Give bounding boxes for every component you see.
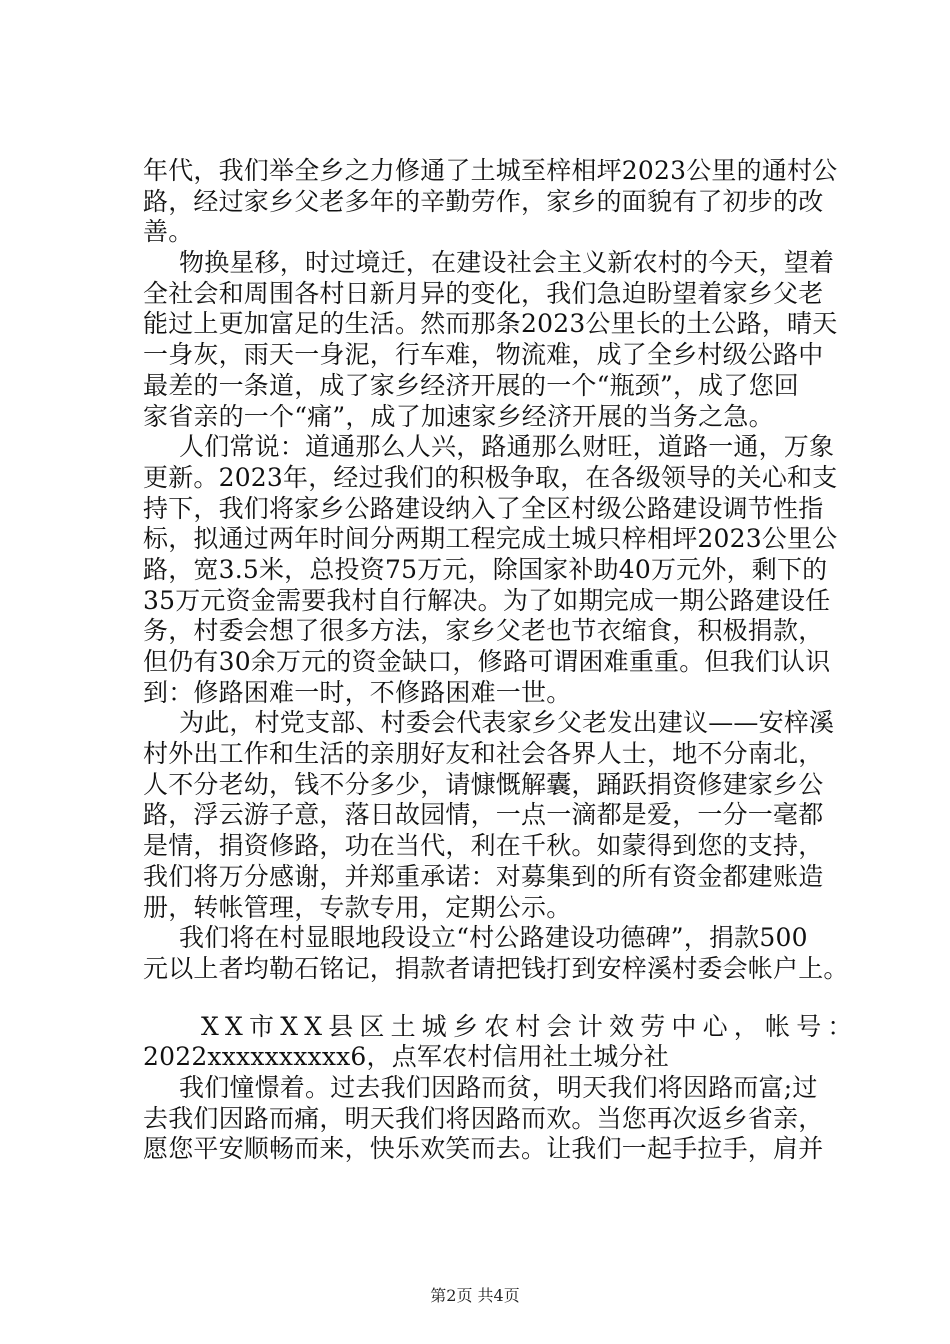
paragraph-start: 我们憧憬着。过去我们因路而贫，明天我们将因路而富;过 [179,1072,818,1102]
document-body [143,156,859,1165]
paragraph-start: 我们将在村显眼地段设立“村公路建设功德碑”，捐款500 [179,923,808,953]
text-line: 持下，我们将家乡公路建设纳入了全区村级公路建设调节性指 [143,493,824,523]
text-line: 愿您平安顺畅而来，快乐欢笑而去。让我们一起手拉手，肩并 [143,1134,824,1164]
text-line: 是情，捐资修路，功在当代，利在千秋。如蒙得到您的支持， [143,831,824,861]
account-info-line: XX市XX县区土城乡农村会计效劳中心，帐号： [201,1011,859,1041]
text-line: 村外出工作和生活的亲朋好友和社会各界人士，地不分南北， [143,739,824,769]
page-footer: 第2页 共4页 [430,1286,520,1305]
account-number-line: 2022xxxxxxxxxx6，点军农村信用社土城分社 [143,1042,669,1072]
text-line: 全社会和周围各村日新月异的变化，我们急迫盼望着家乡父老 [143,278,824,308]
text-line: 我们将万分感谢，并郑重承诺：对募集到的所有资金都建账造 [143,861,824,891]
text-line: 路，宽3.5米，总投资75万元，除国家补助40万元外，剩下的 [143,554,828,584]
text-line: 路，经过家乡父老多年的辛勤劳作，家乡的面貌有了初步的改 [143,186,824,216]
text-line: 去我们因路而痛，明天我们将因路而欢。当您再次返乡省亲， [143,1103,824,1133]
text-line: 最差的一条道，成了家乡经济开展的一个“瓶颈”，成了您回 [143,370,799,400]
paragraph-start: 人们常说：道通那么人兴，路通那么财旺，道路一通，万象 [179,432,835,462]
text-line: 务，村委会想了很多方法，家乡父老也节衣缩食，积极捐款， [143,616,824,646]
text-line: 到：修路困难一时，不修路困难一世。 [143,677,572,707]
text-line: 能过上更加富足的生活。然而那条2023公里长的土公路，晴天 [143,309,838,339]
text-line: 册，转帐管理，专款专用，定期公示。 [143,892,572,922]
text-line: 家省亲的一个“痛”，成了加速家乡经济开展的当务之急。 [143,401,774,431]
text-line: 人不分老幼，钱不分多少，请慷慨解囊，踊跃捐资修建家乡公 [143,769,824,799]
text-line: 标，拟通过两年时间分两期工程完成土城只梓相坪2023公里公 [143,524,838,554]
text-line: 更新。2023年，经过我们的积极争取，在各级领导的关心和支 [143,462,838,492]
text-line: 一身灰，雨天一身泥，行车难，物流难，成了全乡村级公路中 [143,340,824,370]
text-line: 善。 [143,217,194,247]
paragraph-gap [143,985,855,1012]
text-line: 但仍有30余万元的资金缺口，修路可谓困难重重。但我们认识 [143,647,831,676]
paragraph-start: 物换星移，时过境迁，在建设社会主义新农村的今天，望着 [179,248,835,278]
text-line: 35万元资金需要我村自行解决。为了如期完成一期公路建设任 [143,585,831,615]
text-line: 年代，我们举全乡之力修通了土城至梓相坪2023公里的通村公 [143,156,838,185]
paragraph-start: 为此，村党支部、村委会代表家乡父老发出建议——安梓溪 [179,708,835,738]
text-line: 路，浮云游子意，落日故园情，一点一滴都是爱，一分一毫都 [143,800,824,830]
text-line: 元以上者均勒石铭记，捐款者请把钱打到安梓溪村委会帐户上。 [143,953,849,983]
